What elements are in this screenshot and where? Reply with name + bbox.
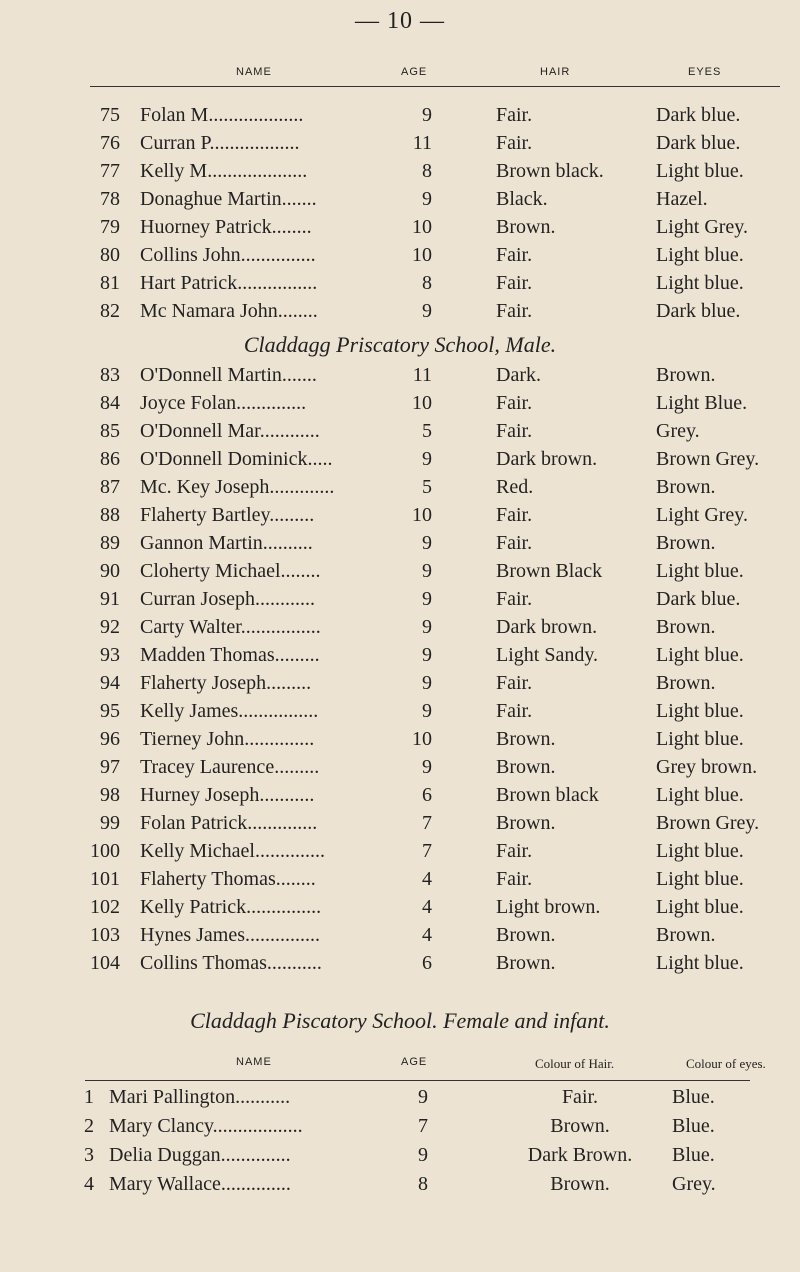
eye-colour: Light blue. <box>656 160 744 182</box>
person-age: 9 <box>422 700 432 722</box>
row-number: 79 <box>100 216 120 238</box>
table-row <box>0 784 800 812</box>
hair-colour: Brown. <box>496 728 556 750</box>
person-age: 9 <box>422 616 432 638</box>
eye-colour: Light Blue. <box>656 392 748 414</box>
row-number: 91 <box>100 588 120 610</box>
person-age: 10 <box>412 728 432 750</box>
person-name: Mary Clancy.................. <box>109 1115 303 1137</box>
person-name: Flaherty Thomas........ <box>140 868 316 890</box>
row-number: 93 <box>100 644 120 666</box>
eye-colour: Brown. <box>656 364 716 386</box>
row-number: 96 <box>100 728 120 750</box>
person-name: Kelly M.................... <box>140 160 308 182</box>
table-row <box>0 756 800 784</box>
row-number: 92 <box>100 616 120 638</box>
hair-colour: Fair. <box>496 672 533 694</box>
table-row <box>0 812 800 840</box>
person-name: Folan Patrick.............. <box>140 812 318 834</box>
person-name: O'Donnell Dominick..... <box>140 448 333 470</box>
hair-colour: Dark Brown. <box>527 1144 633 1166</box>
table-row <box>0 616 800 644</box>
table-row <box>0 952 800 980</box>
eye-colour: Light blue. <box>656 244 744 266</box>
table-row <box>0 532 800 560</box>
row-number: 102 <box>90 896 120 918</box>
person-name: Kelly Michael.............. <box>140 840 325 862</box>
person-name: Kelly Patrick............... <box>140 896 322 918</box>
eye-colour: Light blue. <box>656 560 744 582</box>
eye-colour: Dark blue. <box>656 132 741 154</box>
person-age: 9 <box>418 1144 428 1166</box>
person-age: 9 <box>422 644 432 666</box>
eye-colour: Light blue. <box>656 952 744 974</box>
eye-colour: Blue. <box>672 1115 715 1137</box>
person-age: 5 <box>422 476 432 498</box>
hair-colour: Fair. <box>496 300 533 322</box>
hair-colour: Fair. <box>496 132 533 154</box>
person-age: 6 <box>422 784 432 806</box>
col-age-header: AGE <box>401 1056 428 1068</box>
row-number: 3 <box>84 1144 94 1166</box>
boys-column-header <box>0 66 800 88</box>
person-name: Joyce Folan.............. <box>140 392 307 414</box>
eye-colour: Light blue. <box>656 644 744 666</box>
person-age: 5 <box>422 420 432 442</box>
person-name: Delia Duggan.............. <box>109 1144 291 1166</box>
table-row <box>0 104 800 132</box>
person-name: Curran Joseph............ <box>140 588 315 610</box>
person-age: 8 <box>422 272 432 294</box>
hair-colour: Brown Black <box>496 560 603 582</box>
eye-colour: Dark blue. <box>656 588 741 610</box>
eye-colour: Brown Grey. <box>656 448 760 470</box>
eye-colour: Light blue. <box>656 700 744 722</box>
hair-colour: Fair. <box>496 532 533 554</box>
section-title-female: Claddagh Piscatory School. Female and infant. <box>190 1008 610 1033</box>
col-eyes-header: Colour of eyes. <box>686 1056 766 1071</box>
person-name: Gannon Martin.......... <box>140 532 313 554</box>
table-row <box>0 132 800 160</box>
table-row <box>0 700 800 728</box>
person-name: Tracey Laurence......... <box>140 756 320 778</box>
person-age: 9 <box>422 448 432 470</box>
col-hair-header: HAIR <box>540 66 571 78</box>
row-number: 75 <box>100 104 120 126</box>
person-age: 9 <box>422 672 432 694</box>
row-number: 99 <box>100 812 120 834</box>
person-age: 10 <box>412 504 432 526</box>
row-number: 85 <box>100 420 120 442</box>
hair-colour: Fair. <box>496 244 533 266</box>
person-age: 9 <box>422 104 432 126</box>
person-age: 11 <box>412 132 432 154</box>
person-name: Cloherty Michael........ <box>140 560 321 582</box>
row-number: 103 <box>90 924 120 946</box>
person-name: Mc. Key Joseph............. <box>140 476 335 498</box>
girls-column-header <box>0 1056 800 1078</box>
row-number: 76 <box>100 132 120 154</box>
hair-colour: Brown. <box>496 952 556 974</box>
eye-colour: Light blue. <box>656 868 744 890</box>
table-row <box>0 244 800 272</box>
row-number: 104 <box>90 952 120 974</box>
person-age: 9 <box>422 588 432 610</box>
row-number: 98 <box>100 784 120 806</box>
hair-colour: Fair. <box>496 104 533 126</box>
eye-colour: Grey brown. <box>656 756 758 778</box>
table-row <box>0 672 800 700</box>
person-name: Mc Namara John........ <box>140 300 318 322</box>
hair-colour: Light brown. <box>496 896 601 918</box>
page-number: — 10 — <box>355 8 445 34</box>
eye-colour: Light blue. <box>656 784 744 806</box>
person-name: O'Donnell Martin....... <box>140 364 317 386</box>
table-row <box>0 588 800 616</box>
person-age: 8 <box>418 1173 428 1195</box>
table-row <box>0 1144 800 1172</box>
table-row <box>0 868 800 896</box>
person-age: 9 <box>422 300 432 322</box>
person-age: 6 <box>422 952 432 974</box>
row-number: 4 <box>84 1173 94 1195</box>
row-number: 87 <box>100 476 120 498</box>
row-number: 90 <box>100 560 120 582</box>
row-number: 82 <box>100 300 120 322</box>
row-number: 89 <box>100 532 120 554</box>
table-row <box>0 1173 800 1201</box>
table-row <box>0 160 800 188</box>
table-row <box>0 644 800 672</box>
person-age: 4 <box>422 868 432 890</box>
eye-colour: Grey. <box>656 420 700 442</box>
table-row <box>0 364 800 392</box>
eye-colour: Light blue. <box>656 272 744 294</box>
col-name-header: NAME <box>236 1056 272 1068</box>
hair-colour: Dark. <box>496 364 541 386</box>
row-number: 95 <box>100 700 120 722</box>
table-row <box>0 448 800 476</box>
person-name: Hart Patrick................ <box>140 272 318 294</box>
person-name: Carty Walter................ <box>140 616 321 638</box>
eye-colour: Blue. <box>672 1086 715 1108</box>
row-number: 1 <box>84 1086 94 1108</box>
row-number: 94 <box>100 672 120 694</box>
eye-colour: Light Grey. <box>656 504 749 526</box>
eye-colour: Brown. <box>656 672 716 694</box>
table-row <box>0 188 800 216</box>
row-number: 80 <box>100 244 120 266</box>
eye-colour: Dark blue. <box>656 104 741 126</box>
person-age: 10 <box>412 244 432 266</box>
person-name: Tierney John.............. <box>140 728 315 750</box>
hair-colour: Red. <box>496 476 534 498</box>
person-name: Flaherty Bartley......... <box>140 504 315 526</box>
person-age: 4 <box>422 896 432 918</box>
person-age: 4 <box>422 924 432 946</box>
section-title-male: Claddagg Priscatory School, Male. <box>243 332 557 357</box>
boys-header-rule <box>90 86 780 87</box>
person-name: Curran P.................. <box>140 132 300 154</box>
col-name-header: NAME <box>236 66 272 78</box>
table-row <box>0 216 800 244</box>
hair-colour: Fair. <box>496 272 533 294</box>
row-number: 86 <box>100 448 120 470</box>
hair-colour: Fair. <box>496 868 533 890</box>
person-age: 11 <box>412 364 432 386</box>
person-name: Mary Wallace.............. <box>109 1173 291 1195</box>
person-age: 7 <box>418 1115 428 1137</box>
eye-colour: Light Grey. <box>656 216 749 238</box>
eye-colour: Dark blue. <box>656 300 741 322</box>
row-number: 97 <box>100 756 120 778</box>
table-row <box>0 560 800 588</box>
table-row <box>0 1086 800 1114</box>
hair-colour: Brown. <box>550 1173 610 1195</box>
row-number: 84 <box>100 392 120 414</box>
table-row <box>0 420 800 448</box>
hair-colour: Fair. <box>561 1086 599 1108</box>
row-number: 81 <box>100 272 120 294</box>
eye-colour: Brown Grey. <box>656 812 760 834</box>
eye-colour: Grey. <box>672 1173 716 1195</box>
eye-colour: Light blue. <box>656 728 744 750</box>
hair-colour: Fair. <box>496 392 533 414</box>
row-number: 78 <box>100 188 120 210</box>
row-number: 101 <box>90 868 120 890</box>
hair-colour: Brown black <box>496 784 599 806</box>
hair-colour: Light Sandy. <box>496 644 599 666</box>
hair-colour: Brown. <box>496 756 556 778</box>
table-row <box>0 728 800 756</box>
table-row <box>0 1115 800 1143</box>
person-age: 9 <box>422 756 432 778</box>
table-row <box>0 840 800 868</box>
eye-colour: Brown. <box>656 532 716 554</box>
person-age: 7 <box>422 812 432 834</box>
table-row <box>0 300 800 328</box>
hair-colour: Black. <box>496 188 548 210</box>
row-number: 2 <box>84 1115 94 1137</box>
person-name: Hynes James............... <box>140 924 320 946</box>
hair-colour: Brown. <box>496 924 556 946</box>
person-age: 9 <box>422 560 432 582</box>
hair-colour: Fair. <box>496 588 533 610</box>
hair-colour: Fair. <box>496 700 533 722</box>
person-age: 10 <box>412 216 432 238</box>
hair-colour: Dark brown. <box>496 616 598 638</box>
girls-header-rule <box>85 1080 750 1081</box>
person-name: Flaherty Joseph......... <box>140 672 312 694</box>
eye-colour: Brown. <box>656 616 716 638</box>
table-row <box>0 392 800 420</box>
eye-colour: Light blue. <box>656 896 744 918</box>
col-eyes-header: EYES <box>688 66 722 78</box>
person-age: 7 <box>422 840 432 862</box>
hair-colour: Brown. <box>496 216 556 238</box>
person-name: Madden Thomas......... <box>140 644 320 666</box>
person-age: 10 <box>412 392 432 414</box>
person-name: Mari Pallington........... <box>109 1086 291 1108</box>
person-name: Donaghue Martin....... <box>140 188 317 210</box>
hair-colour: Brown black. <box>496 160 604 182</box>
row-number: 88 <box>100 504 120 526</box>
col-hair-header: Colour of Hair. <box>535 1056 615 1071</box>
table-row <box>0 504 800 532</box>
eye-colour: Brown. <box>656 476 716 498</box>
table-row <box>0 924 800 952</box>
person-age: 9 <box>422 532 432 554</box>
person-name: Hurney Joseph........... <box>140 784 315 806</box>
person-name: Folan M................... <box>140 104 304 126</box>
eye-colour: Brown. <box>656 924 716 946</box>
person-name: Collins John............... <box>140 244 316 266</box>
person-age: 9 <box>422 188 432 210</box>
row-number: 83 <box>100 364 120 386</box>
person-name: O'Donnell Mar............ <box>140 420 320 442</box>
person-age: 9 <box>418 1086 428 1108</box>
person-name: Kelly James................ <box>140 700 319 722</box>
table-row <box>0 272 800 300</box>
person-name: Huorney Patrick........ <box>140 216 312 238</box>
hair-colour: Dark brown. <box>496 448 598 470</box>
table-row <box>0 896 800 924</box>
hair-colour: Fair. <box>496 420 533 442</box>
eye-colour: Hazel. <box>656 188 708 210</box>
hair-colour: Fair. <box>496 840 533 862</box>
hair-colour: Brown. <box>550 1115 610 1137</box>
eye-colour: Blue. <box>672 1144 715 1166</box>
person-name: Collins Thomas........... <box>140 952 322 974</box>
row-number: 77 <box>100 160 120 182</box>
eye-colour: Light blue. <box>656 840 744 862</box>
table-row <box>0 476 800 504</box>
hair-colour: Fair. <box>496 504 533 526</box>
col-age-header: AGE <box>401 66 428 78</box>
person-age: 8 <box>422 160 432 182</box>
row-number: 100 <box>90 840 120 862</box>
hair-colour: Brown. <box>496 812 556 834</box>
